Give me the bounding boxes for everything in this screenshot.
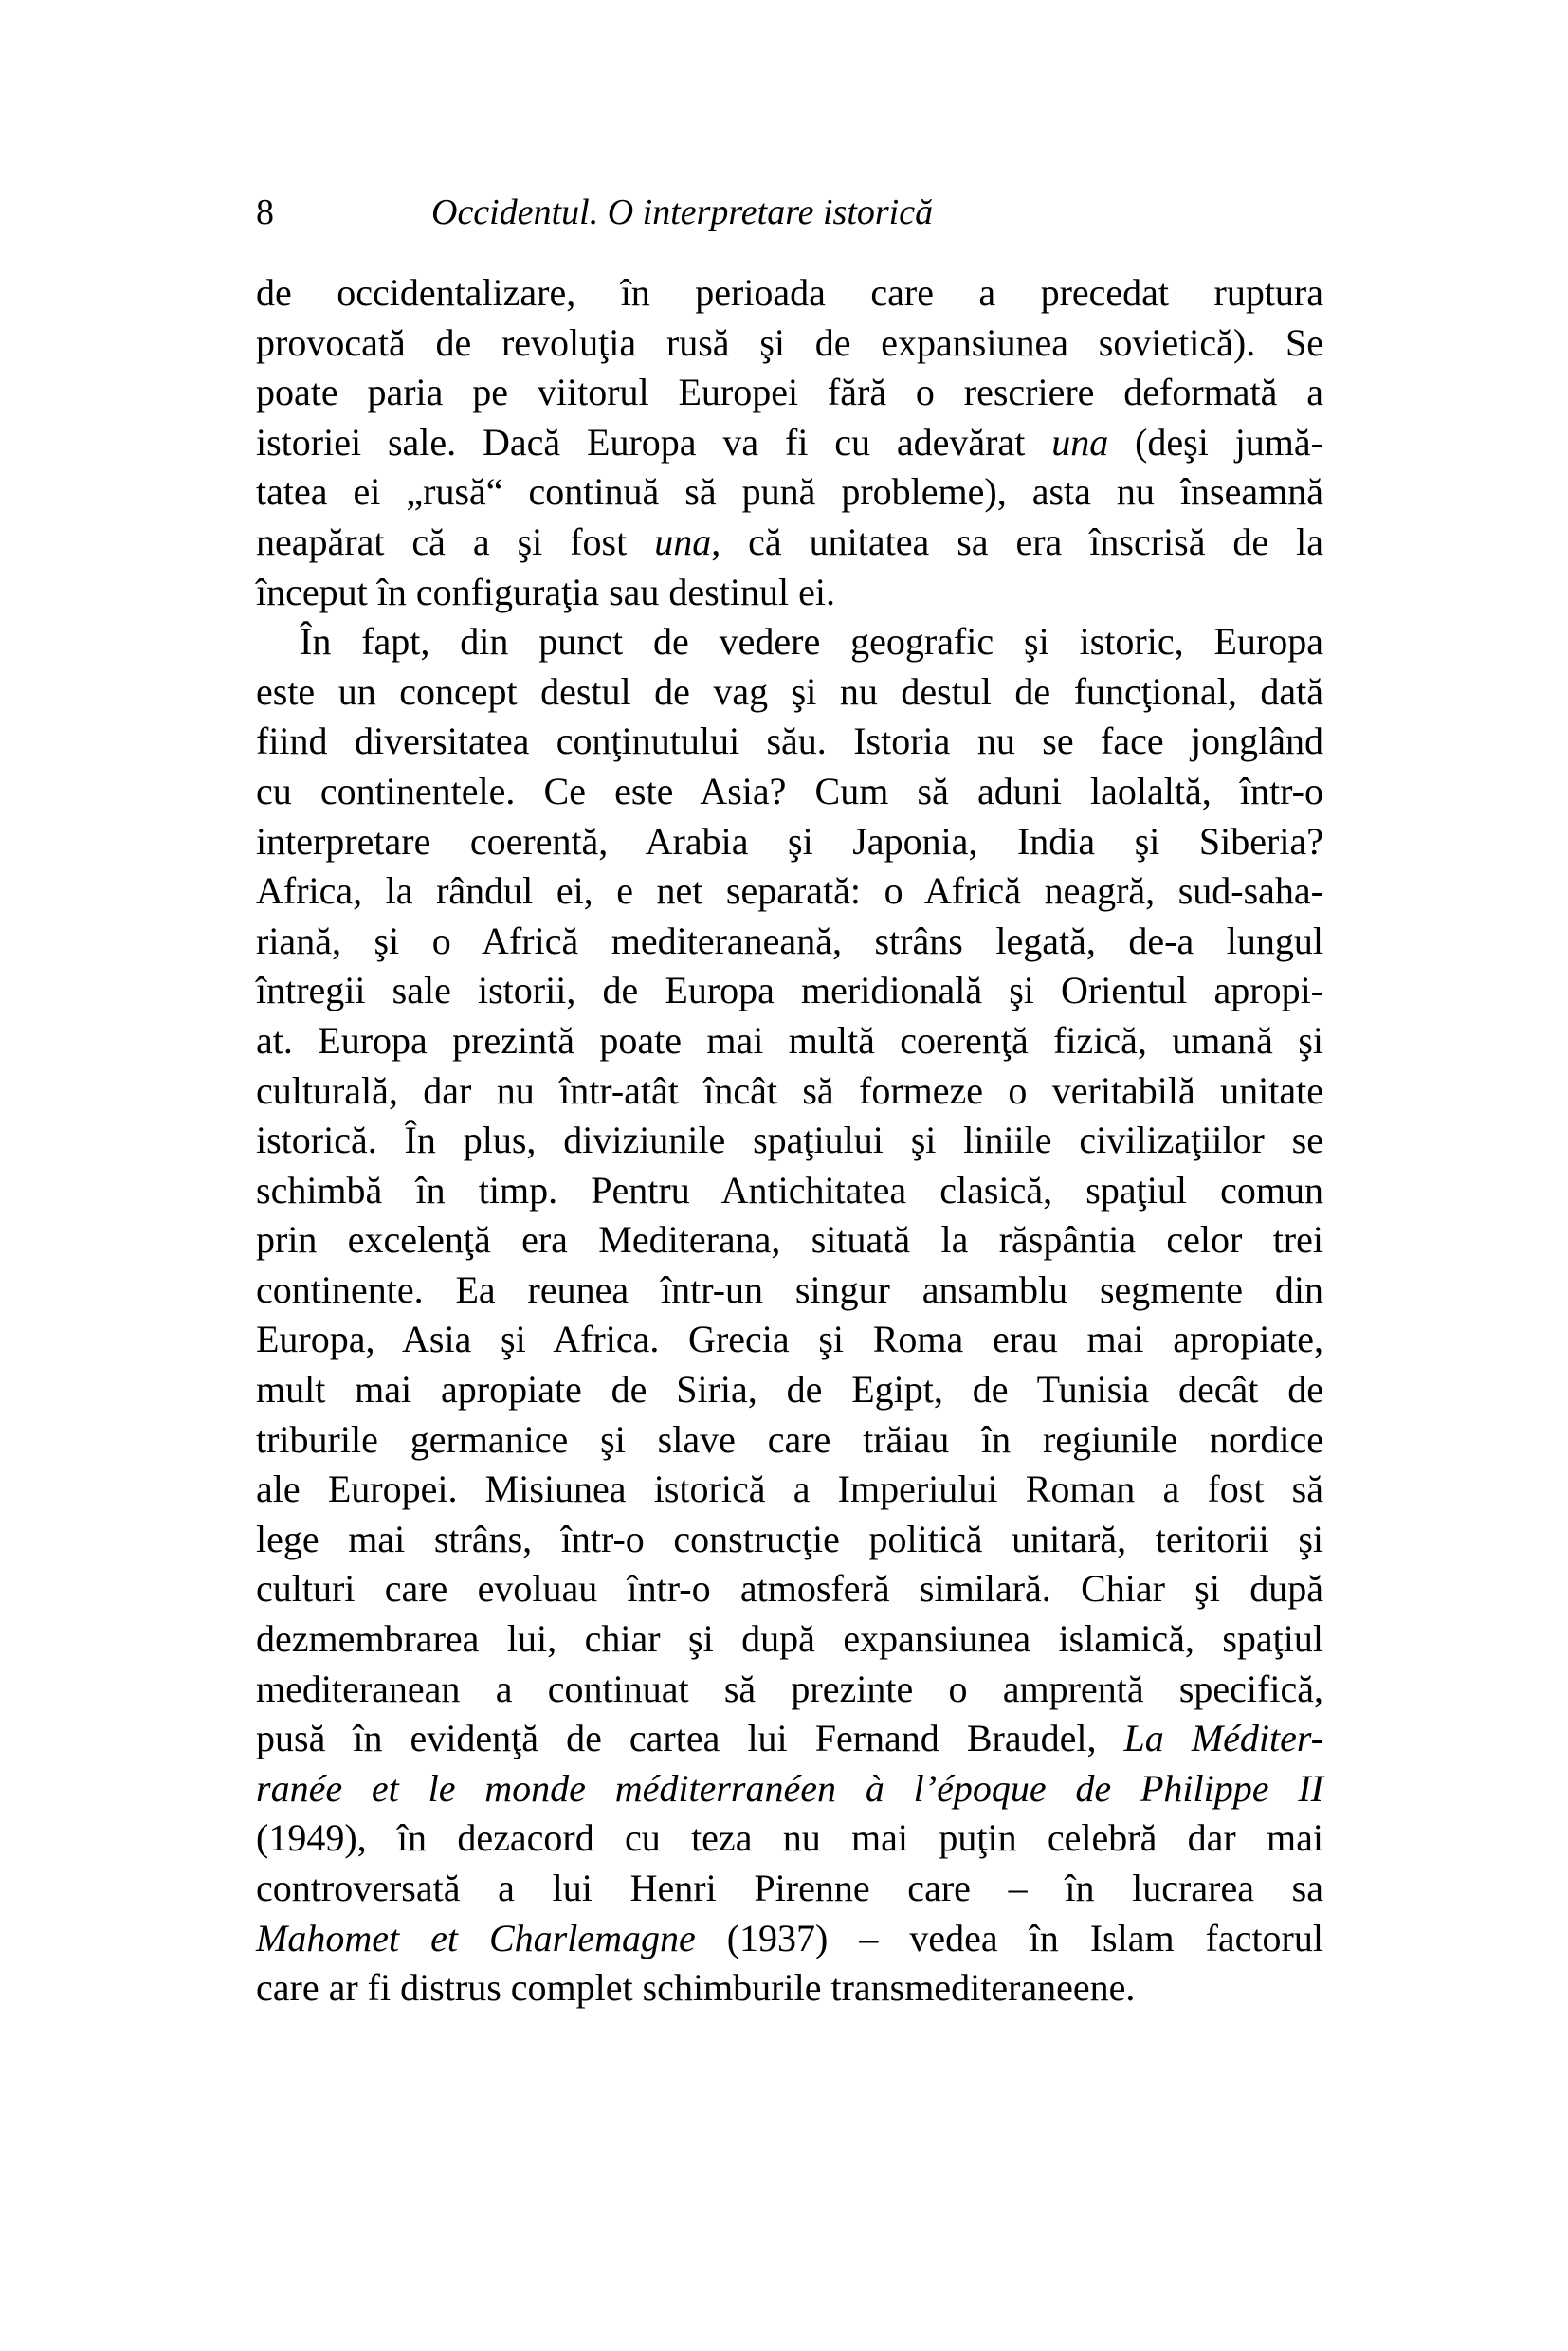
text-line: riană, şi o Africă mediteraneană, strâns legată, de-a lungul [256,919,1323,962]
text-line: început în configuraţia sau destinul ei. [256,570,835,613]
text-line: fiind diversitatea conţinutului său. Istoria nu se face jonglând [256,720,1323,763]
text-line: controversată a lui Henri Pirenne care – în lucrarea sa [256,1867,1323,1909]
page-number: 8 [256,192,274,232]
text-line: întregii sale istorii, de Europa meridională şi Orientul apropi- [256,969,1323,1012]
text-line: lege mai strâns, într-o construcţie politică unitară, teritorii şi [256,1517,1323,1560]
text-line: cu continentele. Ce este Asia? Cum să aduni laolaltă, într-o [256,769,1323,812]
text-line: schimbă în timp. Pentru Antichitatea clasică, spaţiul comun [256,1168,1323,1212]
text-line: Mahomet et Charlemagne (1937) – vedea în Islam factorul [256,1916,1323,1959]
text-line: (1949), în dezacord cu teza nu mai puţin celebră dar mai [256,1816,1323,1860]
body-text [256,268,1323,2014]
text-line: prin excelenţă era Mediterana, situată la răspântia celor trei [256,1218,1323,1262]
text-line: mult mai apropiate de Siria, de Egipt, de Tunisia decât de [256,1368,1323,1412]
text-line: istorică. În plus, diviziunile spaţiului şi liniile civilizaţiilor se [256,1119,1323,1162]
text-line: dezmembrarea lui, chiar şi după expansiunea islamică, spaţiul [256,1617,1323,1661]
text-line: continente. Ea reunea într-un singur ansamblu segmente din [256,1267,1323,1311]
text-line: provocată de revoluţia rusă şi de expansiunea sovietică). Se [256,320,1323,364]
text-line: neapărat că a şi fost una, că unitatea sa era înscrisă de la [256,519,1323,563]
text-line: ranée et le monde méditerranéen à l’époque de Philippe II [256,1766,1323,1810]
text-line: poate paria pe viitorul Europei fără o rescriere deformată a [256,371,1323,414]
text-line: at. Europa prezintă poate mai multă coerenţă fizică, umană şi [256,1018,1323,1062]
text-line: care ar fi distrus complet schimburile transmediteraneene. [256,1966,1136,2010]
text-line: culturi care evoluau într-o atmosferă similară. Chiar şi după [256,1567,1323,1611]
text-line: mediteranean a continuat să prezinte o amprentă specifică, [256,1667,1323,1710]
text-line: În fapt, din punct de vedere geografic şi istoric, Europa [300,620,1323,664]
text-line: culturală, dar nu într-atât încât să formeze o veritabilă unitate [256,1068,1323,1112]
text-line: pusă în evidenţă de cartea lui Fernand Braudel, La Méditer- [256,1717,1323,1760]
text-line: de occidentalizare, în perioada care a precedat ruptura [256,271,1323,314]
text-line: interpretare coerentă, Arabia şi Japonia, India şi Siberia? [256,819,1323,863]
running-title: Occidentul. O interpretare istorică [431,192,934,232]
text-line: triburile germanice şi slave care trăiau în regiunile nordice [256,1417,1323,1461]
text-line: ale Europei. Misiunea istorică a Imperiului Roman a fost să [256,1467,1323,1511]
text-line: Europa, Asia şi Africa. Grecia şi Roma erau mai apropiate, [256,1318,1323,1361]
text-line: Africa, la rândul ei, e net separată: o Africă neagră, sud-saha- [256,869,1323,913]
running-header [256,190,1318,235]
text-line: istoriei sale. Dacă Europa va fi cu adevărat una (deşi jumă- [256,420,1323,464]
text-line: tatea ei „rusă“ continuă să pună probleme), asta nu înseamnă [256,470,1323,514]
text-line: este un concept destul de vag şi nu destul de funcţional, dată [256,669,1323,713]
